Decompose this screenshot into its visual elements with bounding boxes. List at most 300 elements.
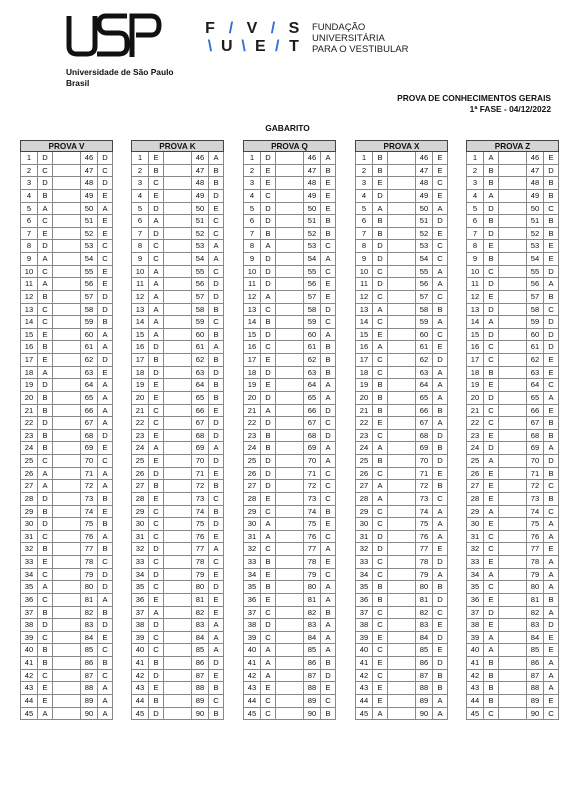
answer-row (355, 607, 448, 620)
answer-letter: D (148, 468, 164, 480)
row-gap (164, 417, 191, 429)
answer-row (131, 152, 224, 165)
row-gap (164, 379, 191, 391)
answer-row (355, 367, 448, 380)
question-number: 41 (131, 657, 148, 669)
answer-letter: A (483, 152, 499, 164)
question-number: 12 (20, 291, 37, 303)
answer-letter: A (543, 442, 559, 454)
question-number: 24 (20, 442, 37, 454)
answer-row (131, 228, 224, 241)
row-gap (388, 316, 415, 328)
question-number: 32 (355, 543, 372, 555)
answer-letter: C (320, 468, 336, 480)
answer-letter: B (320, 607, 336, 619)
answer-row (131, 543, 224, 556)
question-number: 63 (191, 367, 208, 379)
answer-letter: B (432, 480, 448, 492)
question-number: 80 (80, 581, 97, 593)
question-number: 13 (243, 304, 260, 316)
question-number: 50 (415, 203, 432, 215)
answer-letter: C (320, 695, 336, 707)
answer-letter: E (208, 569, 224, 581)
row-gap (499, 632, 526, 644)
answer-letter: A (208, 253, 224, 265)
question-number: 31 (466, 531, 483, 543)
question-number: 62 (415, 354, 432, 366)
question-number: 18 (20, 367, 37, 379)
answer-letter: B (543, 215, 559, 227)
question-number: 8 (355, 240, 372, 252)
question-number: 76 (80, 531, 97, 543)
answer-letter: E (208, 468, 224, 480)
question-number: 61 (191, 341, 208, 353)
answer-row (466, 329, 559, 342)
question-number: 43 (355, 682, 372, 694)
question-number: 30 (243, 518, 260, 530)
question-number: 56 (415, 278, 432, 290)
row-gap (499, 657, 526, 669)
answer-letter: A (37, 581, 53, 593)
question-number: 26 (466, 468, 483, 480)
question-number: 64 (303, 379, 320, 391)
question-number: 81 (80, 594, 97, 606)
answer-row (243, 240, 336, 253)
answer-row (243, 392, 336, 405)
answer-letter: A (432, 203, 448, 215)
row-gap (388, 607, 415, 619)
question-number: 67 (303, 417, 320, 429)
answer-letter: B (483, 670, 499, 682)
row-gap (388, 442, 415, 454)
answer-letter: C (208, 215, 224, 227)
answer-letter: C (320, 240, 336, 252)
answer-row (20, 329, 113, 342)
question-number: 59 (415, 316, 432, 328)
answer-letter: A (97, 329, 113, 341)
row-gap (388, 569, 415, 581)
question-number: 79 (526, 569, 543, 581)
answer-letter: E (432, 165, 448, 177)
row-gap (276, 379, 303, 391)
answer-letter: A (97, 531, 113, 543)
question-number: 14 (355, 316, 372, 328)
institution-line1: Universidade de São Paulo (66, 67, 174, 77)
gabarito-label: GABARITO (265, 123, 310, 133)
answer-letter: C (37, 531, 53, 543)
row-gap (164, 518, 191, 530)
row-gap (499, 543, 526, 555)
question-number: 5 (131, 203, 148, 215)
answer-letter: C (372, 607, 388, 619)
answer-row (131, 480, 224, 493)
fuvest-logo-row2 (204, 38, 300, 56)
answer-row (20, 367, 113, 380)
question-number: 77 (303, 543, 320, 555)
row-gap (388, 594, 415, 606)
answer-letter: C (543, 480, 559, 492)
question-number: 45 (243, 708, 260, 720)
answer-letter: C (208, 695, 224, 707)
answer-letter: D (97, 430, 113, 442)
prova-header: PROVA K (131, 140, 224, 152)
answer-row (355, 304, 448, 317)
answer-letter: B (208, 379, 224, 391)
row-gap (276, 190, 303, 202)
row-gap (276, 695, 303, 707)
answer-letter: A (97, 379, 113, 391)
answer-letter: D (208, 518, 224, 530)
row-gap (276, 670, 303, 682)
question-number: 31 (355, 531, 372, 543)
row-gap (276, 253, 303, 265)
question-number: 40 (355, 644, 372, 656)
question-number: 7 (243, 228, 260, 240)
question-number: 60 (415, 329, 432, 341)
question-number: 24 (355, 442, 372, 454)
answer-letter: C (148, 518, 164, 530)
answer-letter: B (208, 480, 224, 492)
answer-row (20, 291, 113, 304)
row-gap (388, 291, 415, 303)
question-number: 82 (191, 607, 208, 619)
answer-row (466, 203, 559, 216)
answer-row (131, 607, 224, 620)
answer-letter: E (148, 190, 164, 202)
answer-letter: D (543, 341, 559, 353)
answer-letter: B (260, 430, 276, 442)
question-number: 89 (526, 695, 543, 707)
answer-letter: B (260, 316, 276, 328)
question-number: 84 (303, 632, 320, 644)
answer-letter: B (208, 329, 224, 341)
question-number: 36 (466, 594, 483, 606)
answer-row (466, 480, 559, 493)
question-number: 4 (355, 190, 372, 202)
question-number: 70 (526, 455, 543, 467)
answer-letter: C (320, 480, 336, 492)
row-gap (276, 392, 303, 404)
answer-letter: C (97, 165, 113, 177)
answer-row (355, 177, 448, 190)
answer-letter: C (543, 203, 559, 215)
answer-letter: C (543, 304, 559, 316)
question-number: 66 (191, 405, 208, 417)
row-gap (164, 329, 191, 341)
question-number: 59 (80, 316, 97, 328)
answer-letter: A (320, 619, 336, 631)
question-number: 74 (526, 506, 543, 518)
answer-letter: E (148, 493, 164, 505)
answer-letter: A (148, 442, 164, 454)
question-number: 7 (466, 228, 483, 240)
answer-row (131, 594, 224, 607)
row-gap (276, 152, 303, 164)
answer-row (243, 708, 336, 721)
answer-list (243, 152, 336, 720)
row-gap (388, 392, 415, 404)
row-gap (276, 329, 303, 341)
question-number: 81 (191, 594, 208, 606)
question-number: 17 (466, 354, 483, 366)
answer-row (355, 468, 448, 481)
answer-row (243, 468, 336, 481)
question-number: 87 (526, 670, 543, 682)
answer-letter: E (260, 165, 276, 177)
question-number: 90 (415, 708, 432, 720)
answer-letter: A (37, 468, 53, 480)
question-number: 58 (191, 304, 208, 316)
row-gap (164, 392, 191, 404)
answer-letter: B (37, 442, 53, 454)
answer-letter: D (97, 152, 113, 164)
answer-letter: C (260, 695, 276, 707)
question-number: 24 (131, 442, 148, 454)
answer-row (355, 354, 448, 367)
answer-row (466, 670, 559, 683)
answer-letter: C (97, 556, 113, 568)
row-gap (388, 228, 415, 240)
answer-letter: C (483, 341, 499, 353)
answer-row (355, 455, 448, 468)
row-gap (499, 316, 526, 328)
question-number: 23 (20, 430, 37, 442)
question-number: 52 (80, 228, 97, 240)
question-number: 11 (243, 278, 260, 290)
question-number: 2 (355, 165, 372, 177)
question-number: 34 (243, 569, 260, 581)
question-number: 56 (526, 278, 543, 290)
answer-letter: B (543, 291, 559, 303)
row-gap (53, 607, 80, 619)
answer-letter: E (483, 493, 499, 505)
row-gap (164, 556, 191, 568)
question-number: 84 (191, 632, 208, 644)
question-number: 53 (191, 240, 208, 252)
answer-row (355, 152, 448, 165)
row-gap (276, 316, 303, 328)
exam-title-block (397, 93, 551, 115)
question-number: 30 (20, 518, 37, 530)
fuvest-name (312, 22, 408, 55)
question-number: 54 (191, 253, 208, 265)
answer-letter: A (320, 644, 336, 656)
question-number: 75 (191, 518, 208, 530)
question-number: 11 (20, 278, 37, 290)
fuvest-letter: U (221, 38, 233, 55)
answer-letter: A (432, 569, 448, 581)
answer-letter: B (260, 228, 276, 240)
question-number: 22 (355, 417, 372, 429)
row-gap (164, 405, 191, 417)
answer-letter: C (208, 228, 224, 240)
answer-letter: C (372, 644, 388, 656)
question-number: 21 (466, 405, 483, 417)
answer-letter: E (432, 619, 448, 631)
question-number: 2 (243, 165, 260, 177)
answer-letter: C (260, 708, 276, 720)
question-number: 88 (303, 682, 320, 694)
answer-letter: D (260, 278, 276, 290)
row-gap (499, 682, 526, 694)
answer-letter: A (37, 480, 53, 492)
answer-row (131, 291, 224, 304)
question-number: 16 (466, 341, 483, 353)
answer-letter: E (320, 682, 336, 694)
answer-letter: D (483, 278, 499, 290)
answer-row (131, 632, 224, 645)
answer-letter: B (148, 480, 164, 492)
row-gap (499, 304, 526, 316)
answer-letter: B (320, 367, 336, 379)
answer-row (355, 278, 448, 291)
fuvest-logo (204, 20, 300, 56)
fuvest-slash: / (228, 20, 234, 37)
question-number: 55 (80, 266, 97, 278)
answer-row (20, 215, 113, 228)
question-number: 5 (20, 203, 37, 215)
answer-letter: C (372, 266, 388, 278)
question-number: 20 (243, 392, 260, 404)
question-number: 67 (80, 417, 97, 429)
answer-row (466, 657, 559, 670)
question-number: 51 (191, 215, 208, 227)
answer-letter: C (148, 644, 164, 656)
answer-row (20, 442, 113, 455)
answer-letter: A (483, 506, 499, 518)
answer-row (243, 354, 336, 367)
question-number: 81 (303, 594, 320, 606)
question-number: 9 (131, 253, 148, 265)
question-number: 53 (80, 240, 97, 252)
row-gap (164, 506, 191, 518)
answer-letter: C (320, 569, 336, 581)
question-number: 68 (191, 430, 208, 442)
answer-row (131, 619, 224, 632)
question-number: 35 (243, 581, 260, 593)
answer-letter: A (483, 644, 499, 656)
answer-letter: C (432, 329, 448, 341)
question-number: 64 (80, 379, 97, 391)
answer-letter: E (483, 556, 499, 568)
question-number: 66 (526, 405, 543, 417)
answer-row (355, 430, 448, 443)
question-number: 60 (303, 329, 320, 341)
question-number: 48 (415, 177, 432, 189)
answer-letter: B (543, 594, 559, 606)
question-number: 19 (355, 379, 372, 391)
question-number: 41 (355, 657, 372, 669)
answer-letter: B (260, 581, 276, 593)
row-gap (276, 493, 303, 505)
answer-row (243, 304, 336, 317)
question-number: 77 (526, 543, 543, 555)
question-number: 86 (526, 657, 543, 669)
answer-letter: D (37, 417, 53, 429)
question-number: 88 (415, 682, 432, 694)
answer-letter: C (372, 367, 388, 379)
answer-letter: E (432, 190, 448, 202)
row-gap (164, 543, 191, 555)
answer-letter: A (372, 708, 388, 720)
answer-letter: B (372, 165, 388, 177)
row-gap (388, 190, 415, 202)
answer-letter: E (543, 543, 559, 555)
question-number: 19 (20, 379, 37, 391)
question-number: 54 (526, 253, 543, 265)
answer-letter: D (148, 619, 164, 631)
answer-letter: E (260, 594, 276, 606)
answer-row (131, 556, 224, 569)
answer-letter: A (97, 682, 113, 694)
row-gap (164, 177, 191, 189)
question-number: 72 (80, 480, 97, 492)
row-gap (388, 266, 415, 278)
answer-letter: A (543, 670, 559, 682)
answer-letter: D (37, 619, 53, 631)
row-gap (388, 177, 415, 189)
question-number: 72 (415, 480, 432, 492)
answer-letter: B (372, 215, 388, 227)
answer-row (355, 657, 448, 670)
row-gap (276, 480, 303, 492)
answer-list (466, 152, 559, 720)
answer-letter: A (432, 316, 448, 328)
answer-letter: A (208, 341, 224, 353)
question-number: 21 (243, 405, 260, 417)
answer-letter: D (37, 518, 53, 530)
question-number: 80 (526, 581, 543, 593)
answer-letter: C (260, 607, 276, 619)
question-number: 53 (303, 240, 320, 252)
question-number: 86 (191, 657, 208, 669)
question-number: 76 (191, 531, 208, 543)
question-number: 28 (466, 493, 483, 505)
answer-letter: C (372, 670, 388, 682)
question-number: 14 (466, 316, 483, 328)
question-number: 1 (243, 152, 260, 164)
question-number: 81 (415, 594, 432, 606)
fuvest-slash: / (270, 20, 276, 37)
answer-letter: A (543, 278, 559, 290)
row-gap (276, 657, 303, 669)
question-number: 68 (80, 430, 97, 442)
row-gap (53, 581, 80, 593)
answer-letter: A (483, 455, 499, 467)
question-number: 33 (20, 556, 37, 568)
answer-letter: B (37, 506, 53, 518)
question-number: 61 (415, 341, 432, 353)
answer-letter: D (260, 468, 276, 480)
row-gap (53, 569, 80, 581)
question-number: 40 (243, 644, 260, 656)
row-gap (388, 417, 415, 429)
answer-letter: E (432, 228, 448, 240)
answer-letter: B (37, 291, 53, 303)
answer-letter: E (320, 556, 336, 568)
row-gap (276, 556, 303, 568)
answer-letter: A (260, 240, 276, 252)
question-number: 78 (415, 556, 432, 568)
question-number: 70 (415, 455, 432, 467)
question-number: 36 (131, 594, 148, 606)
question-number: 8 (243, 240, 260, 252)
question-number: 13 (131, 304, 148, 316)
answer-letter: B (260, 556, 276, 568)
question-number: 79 (415, 569, 432, 581)
answer-letter: E (432, 152, 448, 164)
question-number: 42 (20, 670, 37, 682)
